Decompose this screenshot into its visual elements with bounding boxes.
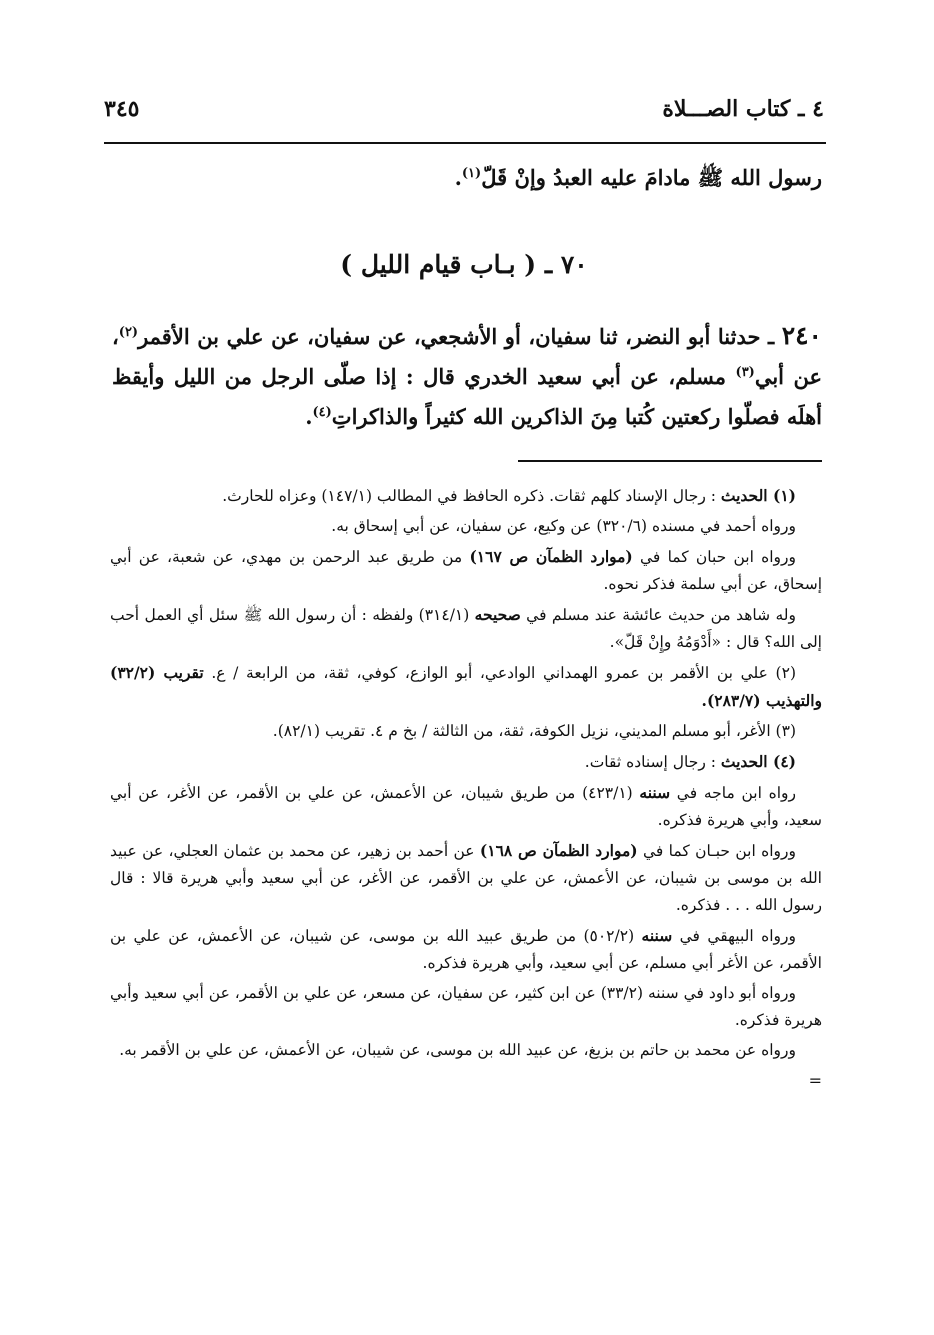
footnote-1-text: : رجال الإسناد كلهم ثقات. ذكره الحافظ في المطالب (١٤٧/١) وعزاه للحارث. (222, 487, 721, 505)
footnote-4-para-2-c: (٤٢٣/١) من طريق شيبان، عن الأعمش، عن علي بن الأقمر، عن الأغر، عن أبي سعيد، وأبي هريرة فذكره. (110, 784, 822, 829)
footnote-4-para-3-source: (موارد الظمآن ص ١٦٨) (479, 841, 638, 860)
footnote-1-para-3 (110, 543, 822, 598)
footnote-4-para-3-a: ورواه ابن حبـان كما في (637, 842, 797, 860)
footnote-4-text: : رجال إسناده ثقات. (584, 753, 721, 771)
footnote-4-para-6: ورواه عن محمد بن حاتم بن بزيغ، عن عبيد الله بن موسى، عن شيبان، عن الأعمش، عن علي بن الأقمر به. (119, 1041, 796, 1059)
hadith-text-part2: ، عن أبي (112, 324, 823, 389)
header-rule (104, 142, 826, 144)
footnote-4-para-2 (110, 779, 822, 834)
footnote-2-refs: تقريب (٣٢/٢) والتهذيب (٢٨٣/٧). (110, 663, 822, 710)
hadith-text-part3: مسلم، عن أبي سعيد الخدري قال : إذا صلّى الرجل من الليل وأيقظ أهلَه فصلّوا ركعتين كُتبا مِنَ الذاكرين الله كثيراً والذاكراتِ (112, 364, 822, 429)
footnote-1-para-4-c: (٣١٤/١) ولفظه : أن رسول الله ﷺ سئل أي العمل أحب إلى الله؟ قال : «أَدْوَمُهُ وإِنْ قَلّ». (110, 606, 822, 651)
footnote-1-para-4-a: وله شاهد من حديث عائشة عند مسلم في (520, 606, 796, 624)
footnote-marker-1: (١) (461, 166, 482, 181)
footnote-1-para-4 (110, 601, 822, 656)
footnote-4-para-4-a: ورواه البيهقي في (672, 927, 796, 945)
footnote-2-text: (٢) علي بن الأقمر بن عمرو الهمداني الوادعي، أبو الوازع، كوفي، ثقة، من الرابعة / ع. (203, 664, 796, 682)
page-header (104, 96, 824, 138)
footnote-1-para-3-source: (موارد الظمآن ص ١٦٧) (469, 547, 633, 566)
footnote-2 (110, 659, 822, 715)
footnote-4-para-2-a: رواه ابن ماجه في (670, 784, 796, 802)
continued-mark: = (808, 1071, 822, 1090)
running-book-title: ٤ ـ كتاب الصـــلاة (662, 96, 824, 122)
footnote-4-para-4-source: سننه (641, 926, 673, 945)
footnote-4-para-5: ورواه أبو داود في سننه (٣٣/٢) عن ابن كثير، عن سفيان، عن مسعر، عن علي بن الأقمر، عن أبي سعيد وأبي هريرة فذكره. (110, 984, 822, 1029)
hadith-text-part1: ـ حدثنا أبو النضر، ثنا سفيان، أو الأشجعي، عن سفيان، عن علي بن الأقمر (138, 324, 775, 349)
footnote-4-para-3 (110, 837, 822, 919)
footnote-marker-3: (٣) (735, 365, 755, 380)
continuation-body: رسول الله ﷺ مادامَ عليه العبدُ وإنْ قَلّ (481, 165, 822, 190)
footnote-4-para-4-c: (٥٠٢/٢) من طريق عبيد الله بن موسى، عن شيبان، عن الأعمش، عن علي بن الأقمر، عن الأغر أبي مسلم، عن أبي سعيد، وأبي هريرة فذكره. (110, 927, 822, 972)
footnote-1-para-3-a: ورواه ابن حبان كما في (632, 548, 796, 566)
footnote-1 (110, 482, 822, 510)
footnotes (110, 482, 822, 1094)
footnote-4-para-4 (110, 922, 822, 977)
footnote-1-para-4-source: صحيحه (474, 605, 521, 624)
footnote-1-para-2: ورواه أحمد في مسنده (٣٢٠/٦) عن وكيع، عن سفيان، عن أبي إسحاق به. (331, 517, 796, 535)
chapter-heading: ٧٠ ـ ( بـاب قيام الليل ) (340, 250, 588, 279)
footnote-3: (٣) الأغر، أبو مسلم المديني، نزيل الكوفة، ثقة، من الثالثة / بخ م ٤. تقريب (٨٢/١). (272, 722, 796, 740)
continuation-text (112, 158, 822, 198)
footnote-marker-2: (٢) (118, 325, 139, 340)
hadith-240 (112, 316, 822, 437)
hadith-end: . (305, 404, 313, 429)
hadith-number: ٢٤٠ (781, 321, 822, 350)
page-number: ٣٤٥ (104, 96, 140, 122)
footnote-4-para-2-source: سننه (639, 783, 671, 802)
footnote-4-label: (٤) الحديث (720, 752, 796, 771)
continuation-end: . (454, 165, 462, 190)
footnote-marker-4: (٤) (312, 405, 332, 420)
footnote-4 (110, 748, 822, 776)
footnote-separator (518, 460, 822, 462)
footnote-1-label: (١) الحديث (720, 486, 796, 505)
footnote-4-para-3-c: عن أحمد بن زهير، عن محمد بن عثمان العجلي، عن عبيد الله بن موسى بن شيبان، عن الأعمش، عن علي بن الأقمر، عن الأغر، عن أبي سعيد وأبي هريرة قالا : قال رسول الله . . . فذكره. (110, 842, 822, 914)
footnote-1-para-3-c: من طريق عبد الرحمن بن مهدي، عن شعبة، عن أبي إسحاق، عن أبي سلمة فذكر نحوه. (110, 548, 822, 593)
